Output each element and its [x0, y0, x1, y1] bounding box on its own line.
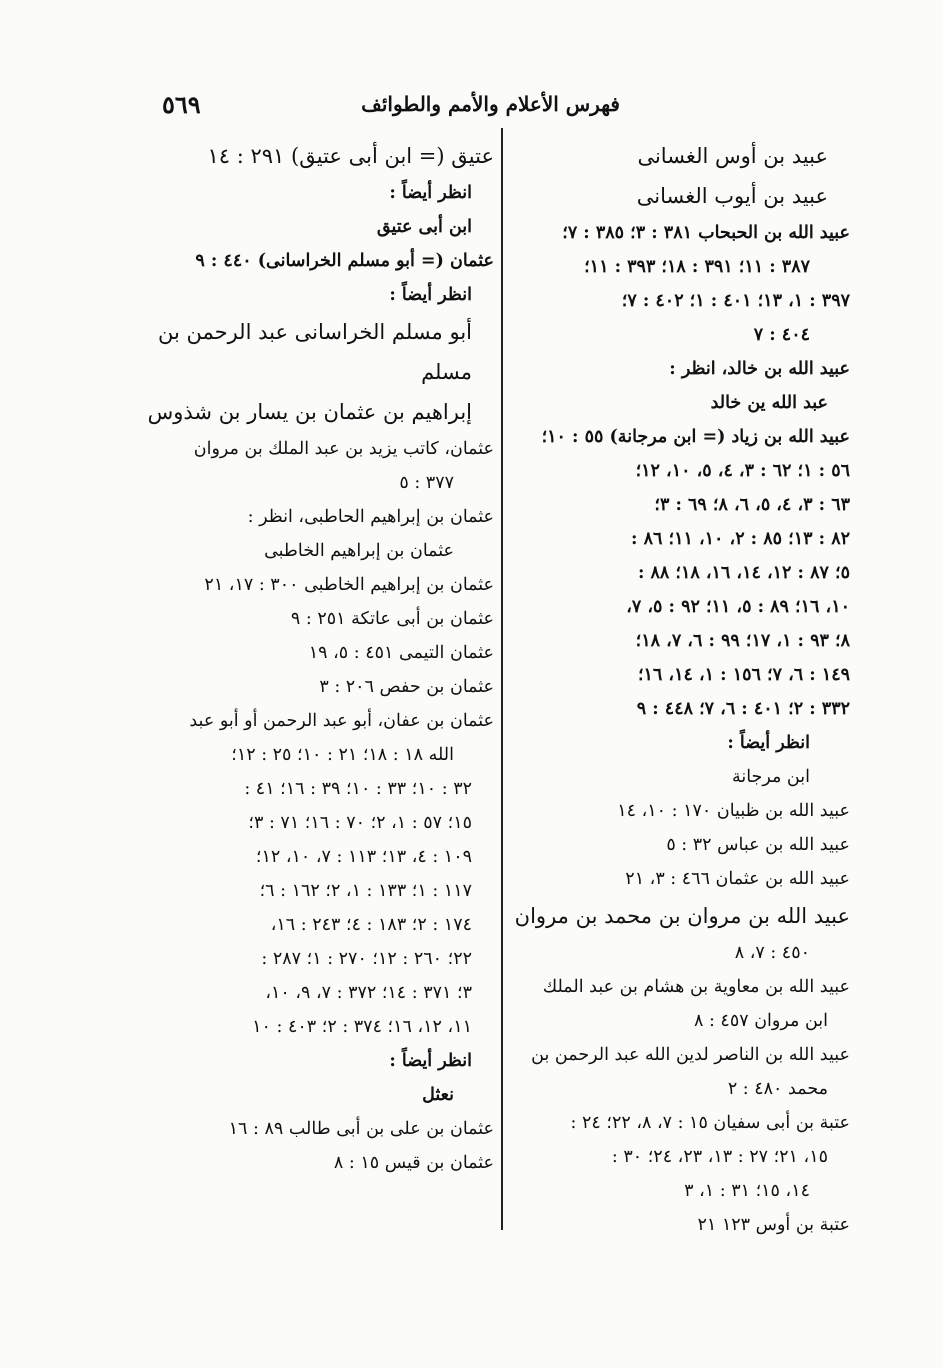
- index-entry-line: عبيد الله بن ظبيان ١٧٠ : ١٠، ١٤: [617, 801, 850, 821]
- index-entry-line: أبو مسلم الخراسانى عبد الرحمن بن: [157, 320, 472, 344]
- index-entry-line: انظر أيضاً :: [727, 733, 810, 753]
- index-entry-line: ١٧٤ : ٢؛ ١٨٣ : ٤؛ ٢٤٣ : ١٦،: [270, 915, 472, 935]
- index-entry-line: إبراهيم بن عثمان بن يسار بن شذوس: [147, 400, 472, 424]
- index-entry-line: عبيد الله بن خالد، انظر :: [669, 359, 850, 379]
- index-entry-line: ٤٥٠ : ٧، ٨: [734, 943, 810, 963]
- page-header: [150, 86, 620, 126]
- index-entry-line: عثمان، كاتب يزيد بن عبد الملك بن مروان: [193, 439, 494, 459]
- index-entry-line: عتبة بن أوس ١٢٣ ٢١: [697, 1215, 850, 1235]
- index-entry-line: ٢٢؛ ٢٦٠ : ١٢؛ ٢٧٠ : ١؛ ٢٨٧ :: [261, 949, 472, 969]
- index-entry-line: نعثل: [422, 1085, 454, 1105]
- index-entry-line: انظر أيضاً :: [389, 1051, 472, 1071]
- index-entry-line: عثمان بن حفص ٢٠٦ : ٣: [319, 677, 494, 697]
- index-column-left: [147, 136, 494, 1180]
- index-entry-line: عبد الله ين خالد: [710, 393, 828, 413]
- index-entry-line: ١٠٩ : ٤، ١٣؛ ١١٣ : ٧، ١٠، ١٢؛: [255, 847, 472, 867]
- index-entry-line: ابن مروان ٤٥٧ : ٨: [693, 1011, 828, 1031]
- index-entry-line: ١١، ١٢، ١٦؛ ٣٧٤ : ٢؛ ٤٠٣ : ١٠: [252, 1017, 472, 1037]
- index-entry-line: عبيد الله بن معاوية بن هشام بن عبد الملك: [542, 977, 850, 997]
- index-entry-line: ١٤، ١٥؛ ٣١ : ١، ٣: [684, 1181, 810, 1201]
- index-entry-line: عثمان (= أبو مسلم الخراسانى) ٤٤٠ : ٩: [195, 251, 494, 271]
- index-entry-line: ٨٢ : ١٣؛ ٨٥ : ٢، ١٠، ١١؛ ٨٦ :: [631, 529, 850, 549]
- index-entry-line: ٣٢ : ١٠؛ ٣٣ : ١٠؛ ٣٩ : ١٦؛ ٤١ :: [244, 779, 472, 799]
- page-title: فهرس الأعلام والأمم والطوائف: [361, 92, 620, 116]
- index-entry-line: عبيد بن أوس الغسانى: [637, 144, 828, 168]
- index-entry-line: عثمان بن على بن أبى طالب ٨٩ : ١٦: [228, 1119, 494, 1139]
- index-entry-line: عثمان بن عفان، أبو عبد الرحمن أو أبو عبد: [189, 711, 494, 731]
- index-entry-line: عبيد الله بن عباس ٣٢ : ٥: [666, 835, 850, 855]
- index-column-right: [500, 136, 850, 1242]
- index-entry-line: عبيد الله بن عثمان ٤٦٦ : ٣، ٢١: [625, 869, 850, 889]
- index-entry-line: ٣؛ ٣٧١ : ١٤؛ ٣٧٢ : ٧، ٩، ١٠،: [265, 983, 472, 1003]
- index-entry-line: عثمان التيمى ٤٥١ : ٥، ١٩: [308, 643, 494, 663]
- index-entry-line: عبيد بن أيوب الغسانى: [636, 184, 828, 208]
- index-entry-line: عثمان بن إبراهيم الحاطبى، انظر :: [247, 507, 494, 527]
- index-entry-line: ٣٨٧ : ١١؛ ٣٩١ : ١٨؛ ٣٩٣ : ١١؛: [584, 257, 810, 277]
- index-entry-line: ٦٣ : ٣، ٤، ٥، ٦، ٨؛ ٦٩ : ٣؛: [654, 495, 850, 515]
- index-entry-line: ٥٦ : ١؛ ٦٢ : ٣، ٤، ٥، ١٠، ١٢؛: [635, 461, 850, 481]
- index-entry-line: مسلم: [421, 360, 472, 384]
- index-entry-line: ٣٩٧ : ١، ١٣؛ ٤٠١ : ١؛ ٤٠٢ : ٧؛: [621, 291, 850, 311]
- index-entry-line: ابن مرجانة: [731, 767, 810, 787]
- index-entry-line: عتيق (= ابن أبى عتيق) ٢٩١ : ١٤: [207, 144, 494, 168]
- index-entry-line: ١٥، ٢١؛ ٢٧ : ١٣، ٢٣، ٢٤؛ ٣٠ :: [611, 1147, 828, 1167]
- index-entry-line: ١٥؛ ٥٧ : ١، ٢؛ ٧٠ : ١٦؛ ٧١ : ٣؛: [248, 813, 472, 833]
- index-entry-line: عثمان بن قيس ١٥ : ٨: [333, 1153, 494, 1173]
- index-entry-line: محمد ٤٨٠ : ٢: [727, 1079, 828, 1099]
- index-entry-line: ١٤٩ : ٦، ٧؛ ١٥٦ : ١، ١٤، ١٦؛: [637, 665, 850, 685]
- index-entry-line: عبيد الله بن الناصر لدين الله عبد الرحمن بن: [531, 1045, 850, 1065]
- index-entry-line: عثمان بن إبراهيم الخاطبى ٣٠٠ : ١٧، ٢١: [204, 575, 494, 595]
- index-entry-line: ٨؛ ٩٣ : ١، ١٧؛ ٩٩ : ٦، ٧، ١٨؛: [635, 631, 850, 651]
- index-entry-line: الله ١٨ : ١٨؛ ٢١ : ١٠؛ ٢٥ : ١٢؛: [231, 745, 454, 765]
- index-entry-line: ابن أبى عتيق: [376, 217, 472, 237]
- index-entry-line: ٤٠٤ : ٧: [753, 325, 810, 345]
- index-entry-line: عبيد الله بن زياد (= ابن مرجانة) ٥٥ : ١٠؛: [541, 427, 850, 447]
- index-entry-line: ١١٧ : ١؛ ١٣٣ : ١، ٢؛ ١٦٢ : ٦؛: [259, 881, 472, 901]
- index-entry-line: انظر أيضاً :: [389, 285, 472, 305]
- index-entry-line: عتبة بن أبى سفيان ١٥ : ٧، ٨، ٢٢؛ ٢٤ :: [570, 1113, 850, 1133]
- index-entry-line: عبيد الله بن الحبحاب ٣٨١ : ٣؛ ٣٨٥ : ٧؛: [562, 223, 850, 243]
- index-entry-line: انظر أيضاً :: [389, 183, 472, 203]
- index-entry-line: ١٠، ١٦؛ ٨٩ : ٥، ١١؛ ٩٢ : ٥، ٧،: [626, 597, 850, 617]
- index-entry-line: عثمان بن أبى عاتكة ٢٥١ : ٩: [290, 609, 494, 629]
- index-entry-line: ٥؛ ٨٧ : ١٢، ١٤، ١٦، ١٨؛ ٨٨ :: [637, 563, 850, 583]
- index-entry-line: عثمان بن إبراهيم الخاطبى: [264, 541, 454, 561]
- index-entry-line: عبيد الله بن مروان بن محمد بن مروان: [514, 904, 850, 928]
- index-entry-line: ٣٧٧ : ٥: [399, 473, 454, 493]
- page-number: ٥٦٩: [162, 90, 201, 119]
- index-entry-line: ٣٣٢ : ٢؛ ٤٠١ : ٦، ٧؛ ٤٤٨ : ٩: [636, 699, 850, 719]
